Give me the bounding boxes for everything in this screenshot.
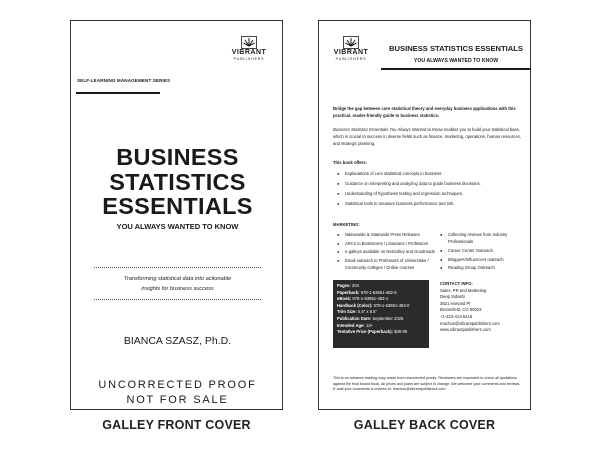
book-subtitle: YOU ALWAYS WANTED TO KNOW	[116, 222, 239, 231]
contact-info	[440, 281, 526, 334]
detail-row	[337, 329, 425, 336]
list-item: ● Explanations of core statistical concepts in business.	[337, 169, 527, 179]
dotted-divider	[94, 299, 261, 300]
back-caption: GALLEY BACK COVER	[353, 418, 496, 432]
detail-row	[337, 309, 425, 316]
book-flame-icon	[343, 36, 359, 49]
detail-label: eBook:	[337, 296, 352, 302]
tagline	[71, 274, 284, 294]
publisher-sub: PUBLISHERS	[335, 57, 367, 61]
title-line: BUSINESS	[116, 144, 239, 170]
back-subtitle: YOU ALWAYS WANTED TO KNOW	[413, 58, 499, 64]
book-details-box	[333, 280, 429, 348]
list-item: ● Reading Group Outreach	[440, 264, 526, 271]
marketing-list-left	[337, 231, 435, 273]
publisher-name: VIBRANT	[333, 49, 369, 56]
proof-notice	[71, 378, 284, 408]
detail-label: Tentative Price (Paperback):	[337, 329, 394, 335]
contact-line: www.vibrantpublishers.com	[440, 327, 491, 333]
detail-value: 204	[351, 283, 359, 288]
detail-value: September 2025	[372, 315, 404, 321]
description-book-title: Business Statistics Essentials You Always Wanted to Know	[333, 127, 443, 132]
tagline-line: insights for business success	[141, 286, 214, 292]
detail-value: 5.5" x 8.5"	[357, 309, 377, 315]
header-rule	[76, 92, 160, 94]
list-item: ● Email outreach to Professors of Universities / Community colleges / Online courses	[337, 257, 435, 271]
book-flame-icon	[241, 36, 257, 49]
description-body: enables you to build your statistical base, which is crucial to success in diverse fields such as finance, marketing, operations, human resources, and strategic planning.	[333, 127, 521, 146]
detail-row	[337, 316, 425, 323]
offers-list	[337, 169, 527, 209]
list-item: ● Bloggers/Influencers outreach	[440, 256, 526, 263]
detail-value: $49.99	[394, 329, 407, 335]
detail-row	[337, 323, 425, 330]
back-title: BUSINESS STATISTICS ESSENTIALS	[389, 44, 523, 53]
header-rule	[381, 68, 531, 70]
detail-value: 13+	[365, 322, 374, 328]
detail-label: Publication Date:	[337, 315, 372, 321]
proof-line: NOT FOR SALE	[126, 394, 229, 406]
contact-line: Deep Sidashi	[440, 294, 465, 300]
detail-value: 978-1-63651-483-1	[352, 296, 389, 302]
list-item: ● Collecting reviews from Industry Professionals	[440, 231, 526, 245]
contact-line: Broomfield, CO 80023	[440, 307, 482, 313]
list-item: ● e-galleys available on NetGalley and Goodreads	[337, 248, 435, 255]
tagline-line: Transforming statistical data into actionable	[123, 276, 232, 282]
detail-value: 978-1-63651-484-0	[373, 302, 410, 308]
detail-label: Hardback (Color):	[337, 302, 373, 308]
list-item: ● Guidance on interpreting and analyzing data to guide business decisions.	[337, 179, 527, 189]
title-line: STATISTICS	[109, 168, 246, 195]
back-cover	[318, 20, 531, 410]
contact-heading: CONTACT INFO:	[440, 281, 473, 286]
author-name: BIANCA SZASZ, Ph.D.	[123, 335, 232, 347]
detail-label: Pages:	[337, 283, 351, 288]
dotted-divider	[94, 267, 261, 268]
title-line: ESSENTIALS	[102, 193, 253, 219]
contact-line: 3621 Harvard Pl	[440, 300, 471, 306]
list-item: ● Career Center Outreach	[440, 247, 526, 254]
intro-text: Bridge the gap between core statistical theory and everyday business applications with this practical, reader-friendly guide to business statistics.	[333, 106, 516, 118]
series-label: SELF-LEARNING MANAGEMENT SERIES	[77, 78, 171, 83]
publisher-logo	[231, 36, 267, 62]
detail-row	[337, 283, 425, 290]
detail-label: Paperback:	[337, 289, 360, 295]
book-title	[71, 145, 284, 219]
front-caption: GALLEY FRONT COVER	[102, 418, 251, 432]
publisher-logo	[333, 36, 369, 62]
proof-line: UNCORRECTED PROOF	[98, 379, 257, 391]
publisher-name: VIBRANT	[231, 49, 267, 56]
marketing-heading: MARKETING:	[333, 222, 360, 227]
list-item: ● Understanding of hypothesis testing and regression techniques.	[337, 189, 527, 199]
detail-value: 978-1-63651-482-6	[360, 289, 397, 295]
list-item: ● Nationwide & Statewide Press Releases	[337, 231, 435, 238]
detail-label: Trim Size:	[337, 309, 357, 315]
fine-print-text: This is an advance reading copy made from uncorrected proofs. Reviewers are requested to check all quotations against the final bound book. All prices and plans are subject to change. We welcome your comments and reviews.	[333, 376, 521, 386]
detail-row	[337, 303, 425, 310]
detail-row	[337, 296, 425, 303]
list-item: ● Statistical tools to measure business performance and risk.	[337, 199, 527, 209]
publisher-sub: PUBLISHERS	[233, 57, 265, 61]
contact-line: Sales, PR and Marketing	[440, 287, 487, 293]
marketing-list-right	[440, 231, 526, 273]
fine-print	[333, 376, 527, 393]
contact-line: +1-323-413-6418	[440, 313, 473, 319]
fine-print-email: E-mail your comments & reviews to: reachus@vibrantpublishers.com	[333, 387, 446, 392]
detail-row	[337, 290, 425, 297]
description-text	[333, 127, 525, 147]
front-cover	[70, 20, 283, 410]
offers-heading: This book offers:	[333, 160, 367, 165]
contact-line: reachus@vibrantpublishers.com	[440, 320, 500, 326]
list-item: ● ARCs to Bookstores / Librarians / Professors	[337, 240, 435, 247]
detail-label: Intended Age:	[337, 322, 365, 328]
